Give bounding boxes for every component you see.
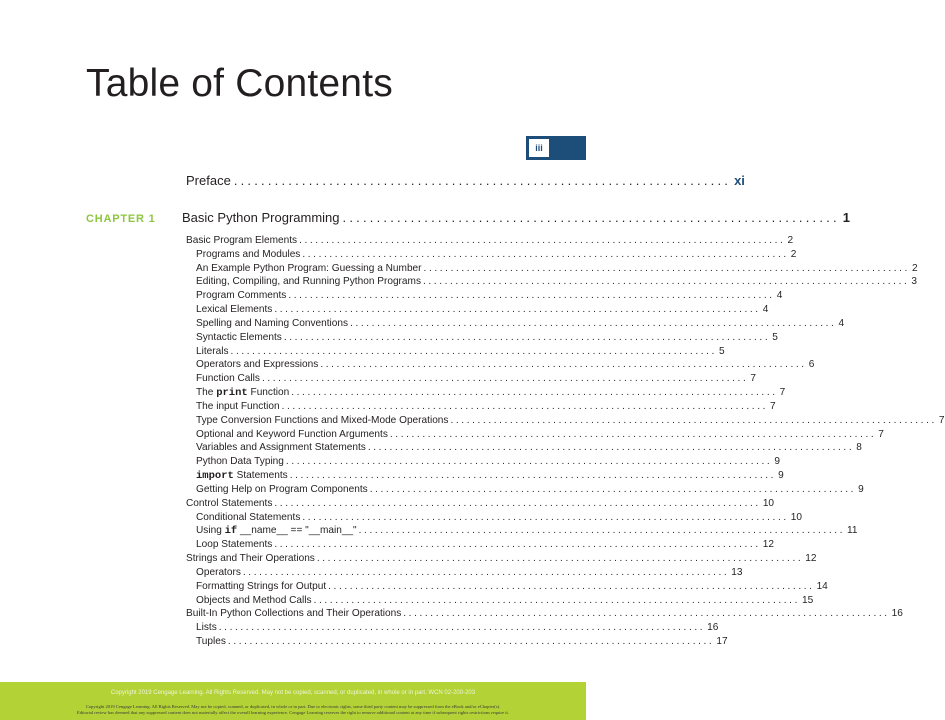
label-text: Getting Help on Program Components: [196, 483, 368, 495]
dot-leader: ..........................................................................................: [369, 483, 857, 495]
page-number-tab: [526, 136, 586, 160]
toc-entry-label: [196, 331, 282, 345]
toc-entry-page: 7: [878, 428, 884, 440]
code-keyword: print: [216, 387, 248, 400]
footer-notice-line: Copyright 2019 Cengage Learning. All Rights Reserved. May not be copied, scanned, or duplicated, in whole or in part. Due to electronic rights, some third party content may be suppressed from the eBook and/or eChapter(s).: [85, 704, 501, 709]
toc-entry-label: [186, 552, 315, 566]
dot-leader: ..........................................................................................: [289, 470, 777, 482]
label-text: Lexical Elements: [196, 304, 273, 316]
toc-entry-label: [196, 248, 300, 262]
toc-entry-label: [196, 303, 272, 317]
toc-entry-page: 2: [790, 248, 797, 260]
toc-entry[interactable]: [186, 566, 743, 580]
label-text: Programs and Modules: [196, 248, 301, 260]
toc-entry-label: [196, 621, 217, 635]
dot-leader: ..........................................................................................: [350, 317, 837, 329]
toc-entry-page: 16: [891, 608, 903, 620]
toc-entry-label: [196, 538, 272, 552]
toc-entry-label: [196, 345, 229, 359]
dot-leader: ..........................................................................................: [367, 442, 855, 454]
label-text: Function Calls: [196, 373, 260, 385]
toc-entry-label: [196, 386, 289, 401]
dot-leader: ..........................................................................................: [288, 290, 775, 302]
label-text: Spelling and Naming Conventions: [196, 317, 349, 329]
label-text: Basic Program Elements: [186, 235, 298, 246]
toc-entry-label: [196, 511, 300, 525]
label-text: Built-In Python Collections and Their Operations: [186, 608, 402, 620]
dot-leader: ..........................................................................................: [403, 608, 890, 620]
toc-entry-label: [196, 289, 286, 303]
toc-entry-label: [196, 400, 280, 414]
label-text: Literals: [196, 345, 229, 357]
dot-leader: ..........................................................................................: [285, 456, 773, 468]
toc-entry-label: [196, 275, 421, 289]
toc-entry-label: [196, 455, 284, 469]
toc-entry-label: [196, 262, 422, 276]
toc-entry-label: [196, 358, 318, 372]
toc-entry-page: 16: [707, 622, 719, 634]
label-text: An Example Python Program: Guessing a Number: [196, 262, 422, 274]
dot-leader: ..........................................................................................: [274, 539, 761, 551]
toc-entry-label: [186, 497, 272, 511]
label-text: Using: [196, 525, 225, 537]
toc-entry[interactable]: [186, 455, 780, 469]
toc-entry-label: [186, 234, 297, 248]
label-text: Lists: [196, 622, 217, 634]
toc-entry[interactable]: [186, 594, 814, 608]
toc-entry[interactable]: [186, 552, 817, 566]
dot-leader: ..........................................................................................: [423, 276, 910, 288]
page-number: iii: [529, 139, 549, 157]
toc-entry[interactable]: [186, 372, 756, 386]
toc-entry-page: 2: [911, 262, 918, 274]
dot-leader: ..........................................................................................: [313, 594, 800, 606]
toc-entry-page: 9: [774, 456, 780, 468]
dot-leader: ..........................................................................................: [230, 345, 717, 357]
toc-entry[interactable]: [186, 262, 918, 276]
dot-leader: ..........................................................................................: [358, 525, 846, 537]
dot-leader: ..........................................................................................: [423, 262, 910, 274]
label-text: Tuples: [196, 636, 226, 648]
toc-entry-page: 3: [911, 276, 918, 288]
label-text: Statements: [233, 470, 288, 482]
dot-leader: ..........................................................................................: [281, 400, 769, 412]
dot-leader: ..........................................................................................: [274, 497, 761, 509]
dot-leader: ..........................................................................................: [242, 566, 730, 578]
dot-leader: ..........................................................................................: [450, 414, 937, 426]
toc-entry[interactable]: [186, 538, 774, 552]
page-title: Table of Contents: [86, 62, 393, 105]
toc-entry-page: 4: [762, 304, 769, 316]
dot-leader: ..........................................................................................: [299, 235, 786, 246]
toc-entry-page: 6: [808, 359, 815, 371]
toc-entry-page: 4: [838, 317, 845, 329]
label-text: Loop Statements: [196, 539, 273, 551]
toc-entry-label: [196, 580, 326, 594]
toc-entry-label: [196, 317, 348, 331]
toc-entry-label: [196, 414, 448, 428]
label-text: Program Comments: [196, 290, 287, 302]
toc-entry-preface[interactable]: [186, 173, 745, 188]
toc-entry[interactable]: [186, 275, 918, 289]
toc-entry-page: 5: [718, 345, 725, 357]
label-text: Variables and Assignment Statements: [196, 442, 366, 454]
toc-entry[interactable]: [186, 317, 845, 331]
toc-entry-page: 8: [856, 442, 862, 454]
toc-entry-label: [196, 594, 312, 608]
toc-entry[interactable]: [186, 511, 803, 525]
chapter-page: 1: [842, 210, 851, 225]
toc-entry-page: 7: [750, 373, 756, 385]
dot-leader: ..........................................................................................: [261, 373, 749, 385]
toc-entry-label: [196, 441, 366, 455]
dot-leader: ..........................................................................................: [320, 359, 807, 371]
dot-leader: ..........................................................................................: [389, 428, 877, 440]
toc-entry-page: 5: [772, 331, 778, 343]
toc-entry-label: [196, 483, 368, 497]
dot-leader: ..........................................................................................: [328, 580, 815, 592]
footer-copyright-line: Copyright 2019 Cengage Learning. All Rights Reserved. May not be copied, scanned, or duplicated, in whole or in part. WCN 02-200-203: [110, 690, 476, 696]
label-text: Objects and Method Calls: [196, 594, 312, 606]
toc-entry-page: 4: [776, 290, 783, 302]
dot-leader: ..........................................................................................: [274, 304, 761, 316]
toc-entry-label: [196, 428, 388, 442]
toc-entry[interactable]: [186, 414, 945, 428]
dot-leader: ..........................................................................................: [291, 387, 778, 399]
label-text: Operators: [196, 566, 241, 578]
toc-entry-page: 10: [762, 497, 775, 509]
label-text: The input Function: [196, 400, 280, 412]
toc-entry[interactable]: [186, 428, 884, 442]
footer-notice-line: Editorial review has deemed that any suppressed content does not materially affect the overall learning experience. Cengage Learning reserves the right to remove additional content at any time if subsequent rights restrictions require it.: [77, 710, 509, 715]
toc-entry[interactable]: [186, 358, 815, 372]
footer-notice: [0, 704, 586, 716]
dot-leader: ..........................................................................................: [316, 553, 804, 565]
dot-leader: .........................................................................: [233, 173, 732, 188]
toc-entry-page: 9: [858, 483, 864, 495]
toc-entry-label: [196, 566, 241, 580]
toc-entry-page: 7: [779, 387, 786, 399]
dot-leader: ..........................................................................................: [218, 622, 706, 634]
dot-leader: .........................................................................: [342, 210, 840, 225]
label-text: Control Statements: [186, 497, 273, 509]
dot-leader: ..........................................................................................: [302, 248, 789, 260]
toc-entry-page: 10: [790, 511, 803, 523]
chapter-title: Basic Python Programming: [182, 210, 340, 225]
toc-entry-page: 11: [847, 525, 858, 537]
toc-entry[interactable]: [186, 248, 797, 262]
toc-entry-page: 13: [731, 566, 743, 578]
label-text: Syntactic Elements: [196, 331, 282, 343]
toc-entry-label: [196, 469, 288, 484]
toc-entry-list: [186, 234, 945, 649]
label-text: Strings and Their Operations: [186, 553, 315, 565]
toc-entry[interactable]: [186, 497, 775, 511]
toc-entry-label: [186, 607, 401, 621]
dot-leader: ..........................................................................................: [302, 511, 789, 523]
code-keyword: if: [224, 525, 238, 538]
toc-entry[interactable]: [186, 331, 778, 345]
toc-entry[interactable]: [186, 607, 903, 621]
toc-entry[interactable]: [186, 289, 783, 303]
toc-entry[interactable]: [186, 345, 725, 359]
chapter-label: CHAPTER 1: [86, 213, 156, 225]
toc-entry-page: xi: [734, 173, 745, 188]
label-text: Type Conversion Functions and Mixed-Mode Operations: [196, 414, 449, 426]
toc-entry-page: 15: [801, 594, 814, 606]
toc-entry[interactable]: [186, 635, 728, 649]
label-text: Conditional Statements: [196, 511, 301, 523]
toc-entry-page: 7: [938, 414, 945, 426]
label-text: Optional and Keyword Function Arguments: [196, 428, 388, 440]
toc-entry[interactable]: [186, 469, 784, 483]
toc-entry-label: [196, 635, 226, 649]
toc-entry-chapter-1[interactable]: [182, 210, 851, 225]
label-text: The: [196, 387, 217, 399]
toc-entry[interactable]: [186, 524, 858, 538]
toc-entry-page: 12: [805, 553, 817, 565]
label-text: __name__ == "__main__": [237, 525, 357, 537]
dot-leader: ..........................................................................................: [227, 636, 715, 648]
label-text: Editing, Compiling, and Running Python Programs: [196, 276, 421, 288]
toc-entry-page: 7: [770, 400, 776, 412]
toc-entry-label: Preface: [186, 173, 231, 188]
toc-entry-label: [196, 372, 260, 386]
toc-entry-page: 2: [787, 235, 794, 246]
toc-entry[interactable]: [186, 400, 776, 414]
label-text: Function: [247, 387, 290, 399]
toc-entry-page: 14: [816, 580, 828, 592]
toc-entry[interactable]: [186, 234, 794, 248]
copyright-footer: [0, 682, 586, 720]
dot-leader: ..........................................................................................: [283, 331, 771, 343]
toc-entry-page: 9: [778, 470, 784, 482]
toc-entry-page: 17: [716, 636, 728, 648]
toc-entry[interactable]: [186, 483, 864, 497]
label-text: Formatting Strings for Output: [196, 580, 327, 592]
label-text: Python Data Typing: [196, 456, 284, 468]
toc-entry-page: 12: [762, 539, 774, 551]
code-keyword: import: [196, 470, 234, 483]
toc-entry-label: [196, 524, 357, 539]
toc-entry[interactable]: [186, 441, 862, 455]
label-text: Operators and Expressions: [196, 359, 319, 371]
toc-entry[interactable]: [186, 621, 719, 635]
toc-entry[interactable]: [186, 386, 786, 400]
toc-entry[interactable]: [186, 580, 828, 594]
toc-entry[interactable]: [186, 303, 769, 317]
